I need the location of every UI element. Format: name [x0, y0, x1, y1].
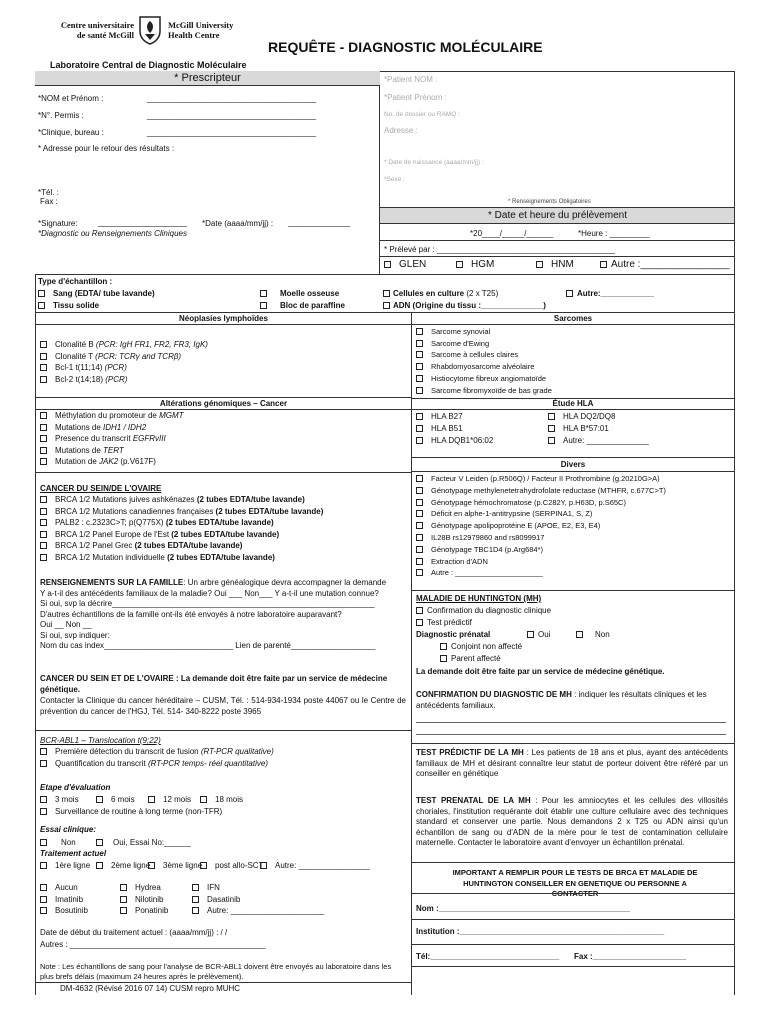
patient-nom-label[interactable]: *Patient NOM : — [384, 75, 438, 84]
checkbox-icon[interactable] — [416, 510, 423, 517]
famille-antecedents[interactable]: Y a-t-il des antécédents familiaux de la maladie? Oui ___ Non___ Y a-t-il une mutation connue? — [40, 588, 379, 598]
bcr-drug-item[interactable]: IFN — [192, 883, 220, 893]
divers-item[interactable]: Autre : _____________________ — [416, 568, 543, 578]
famille-autres-echantillons: D'autres échantillons de la famille ont-ils été envoyés à notre laboratoire auparavant? — [40, 609, 342, 619]
huntington-confirmation[interactable]: Confirmation du diagnostic clinique — [416, 606, 551, 616]
hla-item[interactable]: HLA B*57:01 — [548, 424, 609, 434]
sarcome-item[interactable]: Histiocytome fibreux angiomatoïde — [416, 374, 546, 384]
sarcome-item[interactable]: Sarcome d'Ewing — [416, 339, 489, 349]
logo-left-text — [54, 21, 134, 40]
famille-indiquer: Si oui, svp indiquer: — [40, 630, 110, 640]
prescripteur-tel-label[interactable]: *Tél. : — [38, 188, 59, 197]
checkbox-icon[interactable] — [40, 542, 47, 549]
checkbox-icon[interactable] — [96, 796, 103, 803]
alteration-item[interactable]: Presence du transcrit EGFRvIII — [40, 434, 166, 444]
brca-item[interactable]: BRCA 1/2 Mutation individuelle (2 tubes EDTA/tube lavande) — [40, 553, 275, 563]
contact-institution[interactable]: Institution :______________________________________________ — [416, 927, 665, 936]
echantillon-tissu[interactable]: Tissu solide — [38, 301, 99, 311]
patient-adresse-label[interactable]: Adresse : — [384, 126, 418, 135]
checkbox-icon[interactable] — [38, 290, 45, 297]
huntington-demande: La demande doit être faite par un service de médecine génétique. — [416, 667, 665, 676]
bcr-drug-item[interactable]: Bosutinib — [40, 906, 88, 916]
neoplasies-header: Néoplasies lymphoïdes — [179, 314, 268, 323]
checkbox-icon[interactable] — [40, 760, 47, 767]
prescripteur-header: * Prescripteur — [35, 71, 380, 86]
checkbox-icon[interactable] — [40, 796, 47, 803]
divers-item[interactable]: Facteur V Leiden (p.R506Q) / Facteur II Prothrombine (g.20210G>A) — [416, 474, 660, 484]
neoplasie-item[interactable]: Bcl-1 t(11;14) (PCR) — [40, 363, 127, 373]
checkbox-icon[interactable] — [40, 862, 47, 869]
neoplasie-item[interactable]: Clonalité B (PCR: IgH FR1, FR2, FR3, IgK) — [40, 340, 208, 350]
bcr-mois-item[interactable]: 3 mois — [40, 795, 79, 805]
checkbox-icon[interactable] — [192, 896, 199, 903]
bcr-etape: Etape d'évaluation — [40, 783, 111, 792]
site-hgm-label: HGM — [471, 259, 495, 270]
bcr-drug-item[interactable]: Ponatinib — [120, 906, 168, 916]
cancer-gen-text: Contacter la Clinique du cancer héréditaire – CUSM, Tél. : 514-934-1934 poste 44067 ou le Centre de prévention du cancer de l'HGJ, Tél. 514- 340-8222 poste 3965 — [40, 696, 406, 716]
alteration-item[interactable]: Méthylation du promoteur de MGMT — [40, 411, 184, 421]
checkbox-icon[interactable] — [548, 413, 555, 420]
checkbox-icon[interactable] — [40, 353, 47, 360]
checkbox-icon[interactable] — [260, 302, 267, 309]
checkbox-icon[interactable] — [148, 862, 155, 869]
brca-item[interactable]: BRCA 1/2 Panel Europe de l'Est (2 tubes EDTA/tube lavande) — [40, 530, 279, 540]
divers-item[interactable]: Génotypage apolipoprotéine E (APOE, E2, E3, E4) — [416, 521, 600, 531]
huntington-oui[interactable]: Oui — [527, 630, 550, 640]
checkbox-icon[interactable] — [260, 290, 267, 297]
patient-sexe-label[interactable]: *Sexe : — [384, 176, 405, 183]
checkbox-icon[interactable] — [40, 364, 47, 371]
prescripteur-clinique-field[interactable]: ______________________________________ — [147, 128, 317, 137]
logo-left-line1: Centre universitaire — [60, 20, 134, 30]
hla-item[interactable]: HLA DQ2/DQ8 — [548, 412, 615, 422]
checkbox-icon[interactable] — [200, 796, 207, 803]
neoplasie-item[interactable]: Clonalité T (PCR: TCRγ and TCRβ) — [40, 352, 181, 362]
prelevement-date[interactable]: *20____/_____/______ — [470, 229, 554, 238]
checkbox-icon[interactable] — [416, 499, 423, 506]
echantillon-moelle[interactable]: Moelle osseuse — [260, 289, 339, 299]
checkbox-icon[interactable] — [260, 862, 267, 869]
checkbox-icon[interactable] — [40, 531, 47, 538]
checkbox-icon[interactable] — [40, 896, 47, 903]
checkbox-icon[interactable] — [383, 290, 390, 297]
site-autre[interactable] — [600, 260, 729, 270]
hla-item[interactable]: HLA B27 — [416, 412, 463, 422]
checkbox-icon[interactable] — [40, 435, 47, 442]
hla-item[interactable]: Autre: ______________ — [548, 436, 649, 446]
bcr-essai-oui[interactable]: Oui, Essai No:______ — [96, 838, 191, 848]
preleve-par[interactable]: * Prélevé par : ________________________________________ — [384, 245, 615, 254]
checkbox-icon[interactable] — [120, 907, 127, 914]
bcr-debut[interactable]: Date de début du traitement actuel : (aaaa/mm/jj) : / / — [40, 928, 228, 937]
sarcome-item[interactable]: Rhabdomyosarcome alvéolaire — [416, 362, 534, 372]
contact-nom[interactable]: Nom :___________________________________________ — [416, 904, 630, 913]
echantillon-adn[interactable]: ADN (Origine du tissu :______________) — [383, 301, 546, 311]
divers-item[interactable]: Génotypage methylenetetrahydrofolate reductase (MTHFR, c.677C>T) — [416, 486, 666, 496]
important-note: IMPORTANT A REMPLIR POUR LE TESTS DE BRCA ET MALADIE DE HUNTINGTON CONSEILLER EN GENETIQUE OU PERSONNE A — [452, 868, 698, 888]
checkbox-icon[interactable] — [148, 796, 155, 803]
bcr-drug-item[interactable]: Hydrea — [120, 883, 161, 893]
contact-fax[interactable]: Fax :_____________________ — [574, 952, 687, 961]
checkbox-icon[interactable] — [120, 884, 127, 891]
prescripteur-nom-field[interactable]: ______________________________________ — [147, 94, 317, 103]
checkbox-icon[interactable] — [576, 631, 583, 638]
echantillon-autre[interactable]: Autre:____________ — [566, 289, 654, 299]
bcr-autres[interactable]: Autres : ____________________________________________ — [40, 940, 266, 949]
checkbox-icon[interactable] — [40, 519, 47, 526]
alteration-item[interactable]: Mutations de IDH1 / IDH2 — [40, 423, 146, 433]
checkbox-icon[interactable] — [536, 261, 543, 268]
bcr-note: Note : Les échantillons de sang pour l'analyse de BCR-ABL1 doivent être envoyés au laboratoire dans les plus brefs délais (maximum 24 heures après le prélèvement). — [40, 962, 392, 981]
echantillon-title: Type d'échantillon : — [38, 277, 113, 286]
checkbox-icon[interactable] — [192, 907, 199, 914]
checkbox-icon[interactable] — [40, 839, 47, 846]
checkbox-icon[interactable] — [40, 447, 47, 454]
echantillon-sang[interactable]: Sang (EDTA/ tube lavande) — [38, 289, 155, 299]
checkbox-icon[interactable] — [38, 302, 45, 309]
alteration-item[interactable]: Mutations de TERT — [40, 446, 124, 456]
prescripteur-permis-label: *N°. Permis : — [38, 111, 84, 120]
logo-right-line1: McGill University — [168, 20, 234, 30]
echantillon-bloc[interactable]: Bloc de paraffine — [260, 301, 345, 311]
sarcome-item[interactable]: Sarcome synovial — [416, 327, 490, 337]
bcr-essai-non[interactable]: Non — [40, 838, 76, 848]
prescripteur-fax-label[interactable]: Fax : — [40, 197, 58, 206]
checkbox-icon[interactable] — [200, 862, 207, 869]
brca-item[interactable]: PALB2 : c.2323C>T; p(Q775X) (2 tubes EDTA/tube lavande) — [40, 518, 274, 528]
huntington-prenatal: Diagnostic prénatal — [416, 630, 491, 639]
checkbox-icon[interactable] — [192, 884, 199, 891]
bcr-ligne-item[interactable]: post allo-SCT — [200, 861, 263, 871]
checkbox-icon[interactable] — [566, 290, 573, 297]
page-title: REQUÊTE - DIAGNOSTIC MOLÉCULAIRE — [268, 39, 543, 55]
checkbox-icon[interactable] — [416, 375, 423, 382]
muhc-crest-icon — [138, 15, 162, 45]
checkbox-icon[interactable] — [416, 387, 423, 394]
checkbox-icon[interactable] — [40, 907, 47, 914]
checkbox-icon[interactable] — [383, 302, 390, 309]
alteration-item[interactable]: Mutation de JAK2 (p.V617F) — [40, 457, 156, 467]
checkbox-icon[interactable] — [416, 487, 423, 494]
checkbox-icon[interactable] — [440, 643, 447, 650]
checkbox-icon[interactable] — [40, 496, 47, 503]
famille-cas-index[interactable]: Nom du cas index_____________________________ Lien de parenté___________________ — [40, 641, 376, 650]
bcr-ligne-item[interactable]: 3ème ligne — [148, 861, 202, 871]
huntington-parent[interactable]: Parent affecté — [440, 654, 501, 664]
cancer-gen-title: CANCER DU SEIN ET DE L'OVAIRE : La demande doit être faite par un service de médecine génétique. — [40, 674, 388, 694]
checkbox-icon[interactable] — [384, 261, 391, 268]
bcr-mois-item[interactable]: 12 mois — [148, 795, 191, 805]
site-glen[interactable] — [384, 260, 426, 270]
checkbox-icon[interactable] — [96, 839, 103, 846]
checkbox-icon[interactable] — [456, 261, 463, 268]
bcr-ligne-item[interactable]: 2ème ligne — [96, 861, 150, 871]
patient-naissance-label[interactable]: * Date de naissance (aaaa/mm/jj) : — [384, 159, 484, 166]
sarcome-item[interactable]: Sarcome fibromyxoïde de bas grade — [416, 386, 552, 396]
divers-item[interactable]: Génotypage hémochromatose (p.C282Y, p.H63D, p.S65C) — [416, 498, 626, 508]
checkbox-icon[interactable] — [416, 340, 423, 347]
bcr-drug-item[interactable]: Autre: _____________________ — [192, 906, 324, 916]
confirm-block: CONFIRMATION DU DIAGNOSTIC DE MH : indiquer les résultats cliniques et les antécédents familiaux. — [416, 690, 707, 710]
bcr-essai: Essai clinique: — [40, 825, 97, 834]
obligatoires-note: * Renseignements Obligatoires — [508, 199, 591, 205]
prenatal-block: TEST PRENATAL DE LA MH : Pour les amniocytes et les cellules des villosités choriales, l'institution requérante doit établir une culture cellulaire avec des techniques standard et conserver une partie. Nous demandons 2 x T25 ou ADN ainsi qu'un échantillon de sang ou d'ADN de la mère pour le test de contamination cellulaire maternelle. Contacter le laboratoire avant d'envoyer un échantillon prénatal. — [416, 796, 728, 847]
brca-item[interactable]: BRCA 1/2 Mutations canadiennes françaises (2 tubes EDTA/tube lavande) — [40, 507, 323, 517]
checkbox-icon[interactable] — [416, 363, 423, 370]
hla-item[interactable]: HLA B51 — [416, 424, 463, 434]
brca-item[interactable]: BRCA 1/2 Mutations juives ashkénazes (2 tubes EDTA/tube lavande) — [40, 495, 305, 505]
bcr-surveillance[interactable]: Surveillance de routine à long terme (non-TFR) — [40, 807, 222, 817]
famille-oui-non[interactable]: Oui __ Non __ — [40, 620, 92, 629]
checkbox-icon[interactable] — [40, 748, 47, 755]
bcr-item[interactable]: Quantification du transcrit (RT-PCR temps- réel quantitative) — [40, 759, 268, 769]
bcr-item[interactable]: Première détection du transcrit de fusion (RT-PCR qualitative) — [40, 747, 274, 757]
patient-prenom-label[interactable]: *Patient Prénom : — [384, 93, 447, 102]
checkbox-icon[interactable] — [527, 631, 534, 638]
site-hgm[interactable] — [456, 260, 494, 270]
checkbox-icon[interactable] — [416, 328, 423, 335]
signature-date-label[interactable]: *Date (aaaa/mm/jj) : — [202, 219, 274, 228]
brca-title: CANCER DU SEIN/DE L'OVAIRE — [40, 484, 162, 493]
checkbox-icon[interactable] — [416, 558, 423, 565]
checkbox-icon[interactable] — [440, 655, 447, 662]
famille-decrire[interactable]: Si oui, svp la décrire___________________________________________________________ — [40, 599, 375, 608]
checkbox-icon[interactable] — [40, 412, 47, 419]
checkbox-icon[interactable] — [416, 569, 423, 576]
sarcome-item[interactable]: Sarcome à cellules claires — [416, 350, 518, 360]
prescripteur-nom-label: *NOM et Prénom : — [38, 94, 104, 103]
echantillon-cellules[interactable]: Cellules en culture (2 x T25) — [383, 289, 498, 299]
sarcomes-header: Sarcomes — [553, 314, 593, 323]
checkbox-icon[interactable] — [120, 896, 127, 903]
checkbox-icon[interactable] — [416, 475, 423, 482]
checkbox-icon[interactable] — [96, 862, 103, 869]
alterations-header: Altérations génomiques – Cancer — [159, 399, 288, 408]
bcr-mois-item[interactable]: 18 mois — [200, 795, 243, 805]
checkbox-icon[interactable] — [40, 341, 47, 348]
checkbox-icon[interactable] — [40, 554, 47, 561]
bcr-drug-item[interactable]: Imatinib — [40, 895, 83, 905]
logo-right-text — [168, 21, 233, 40]
checkbox-icon[interactable] — [548, 437, 555, 444]
signature-label[interactable]: *Signature: — [38, 219, 78, 228]
brca-item[interactable]: BRCA 1/2 Panel Grec (2 tubes EDTA/tube lavande) — [40, 541, 242, 551]
divers-item[interactable]: Extraction d'ADN — [416, 557, 488, 567]
bcr-title: BCR-ABL1 – Translocation t(9;22) — [40, 736, 161, 745]
checkbox-icon[interactable] — [416, 607, 423, 614]
predictif-block: TEST PRÉDICTIF DE LA MH : Les patients de 18 ans et plus, ayant des antécédents familiaux de MH et désirant connaître leur statut de porteur doivent être référé par un conseiller en génétique — [416, 748, 728, 778]
patient-dossier-label[interactable]: No. de dossier ou RAMQ : — [384, 111, 460, 118]
form-footer: DM-4632 (Révisé 2016 07 14) CUSM repro MUHC — [60, 984, 241, 993]
logo-right-line2: Health Centre — [168, 29, 220, 40]
contact-tel[interactable]: Tél:_____________________________ — [416, 952, 560, 961]
diagnostic-label[interactable]: *Diagnostic ou Renseignements Cliniques — [38, 229, 187, 238]
checkbox-icon[interactable] — [40, 808, 47, 815]
checkbox-icon[interactable] — [600, 261, 607, 268]
checkbox-icon[interactable] — [416, 437, 423, 444]
checkbox-icon[interactable] — [416, 351, 423, 358]
bcr-mois-item[interactable]: 6 mois — [96, 795, 135, 805]
logo-left-line2: de santé McGill — [76, 29, 134, 40]
checkbox-icon[interactable] — [416, 534, 423, 541]
checkbox-icon[interactable] — [40, 458, 47, 465]
huntington-conjoint[interactable]: Conjoint non affecté — [440, 642, 522, 652]
checkbox-icon[interactable] — [40, 376, 47, 383]
divers-header: Divers — [560, 460, 586, 469]
lab-name: Laboratoire Central de Diagnostic Moléculaire — [50, 60, 247, 70]
checkbox-icon[interactable] — [548, 425, 555, 432]
prescripteur-adresse-label[interactable]: * Adresse pour le retour des résultats : — [38, 144, 175, 153]
checkbox-icon[interactable] — [416, 425, 423, 432]
neoplasie-item[interactable]: Bcl-2 t(14;18) (PCR) — [40, 375, 127, 385]
hla-item[interactable]: HLA DQB1*06:02 — [416, 436, 493, 446]
prescripteur-clinique-label: *Clinique, bureau : — [38, 128, 104, 137]
divers-item[interactable]: Déficit en alphe-1-antitrypsine (SERPINA1, S, Z) — [416, 509, 592, 519]
site-autre-label: Autre :________________ — [611, 259, 730, 270]
checkbox-icon[interactable] — [40, 884, 47, 891]
bcr-traitement: Traitement actuel — [40, 849, 107, 858]
prelevement-header: * Date et heure du prélèvement — [380, 207, 735, 224]
checkbox-icon[interactable] — [40, 424, 47, 431]
huntington-title: MALADIE DE HUNTINGTON (MH) — [416, 594, 542, 603]
bcr-drug-item[interactable]: Dasatinib — [192, 895, 240, 905]
site-hnm-label: HNM — [551, 259, 574, 270]
checkbox-icon[interactable] — [416, 619, 423, 626]
site-glen-label: GLEN — [399, 259, 427, 270]
divers-item[interactable]: Génotypage TBC1D4 (p.Arg684*) — [416, 545, 543, 555]
checkbox-icon[interactable] — [416, 546, 423, 553]
checkbox-icon[interactable] — [40, 508, 47, 515]
prelevement-heure[interactable]: *Heure : _________ — [578, 229, 650, 238]
bcr-ligne-item[interactable]: Autre: ________________ — [260, 861, 370, 871]
hla-header: Étude HLA — [552, 399, 594, 408]
checkbox-icon[interactable] — [416, 522, 423, 529]
bcr-drug-item[interactable]: Nilotinib — [120, 895, 163, 905]
bcr-ligne-item[interactable]: 1ère ligne — [40, 861, 90, 871]
famille-block: RENSEIGNEMENTS SUR LA FAMILLE: Un arbre généalogique devra accompagner la demande Y a-t-il des antécédents familiaux de la maladie? Oui ___ Non___ Y a-t-il une mutation connue? Si oui, svp la décrire___________________________________________________________ D'autres échantillons de la famille ont-ils été envoyés à notre laboratoire auparavant? Oui __ Non __ Si oui, svp indiquer: Nom du cas index_____________________________ Lien de parenté___________________ — [40, 578, 406, 652]
bcr-drug-item[interactable]: Aucun — [40, 883, 78, 893]
checkbox-icon[interactable] — [416, 413, 423, 420]
prescripteur-permis-field[interactable]: ______________________________________ — [147, 111, 317, 120]
divers-item[interactable]: IL28B rs12979860 and rs8099917 — [416, 533, 544, 543]
huntington-non[interactable]: Non — [576, 630, 610, 640]
huntington-predictif[interactable]: Test prédictif — [416, 618, 472, 628]
site-hnm[interactable] — [536, 260, 574, 270]
